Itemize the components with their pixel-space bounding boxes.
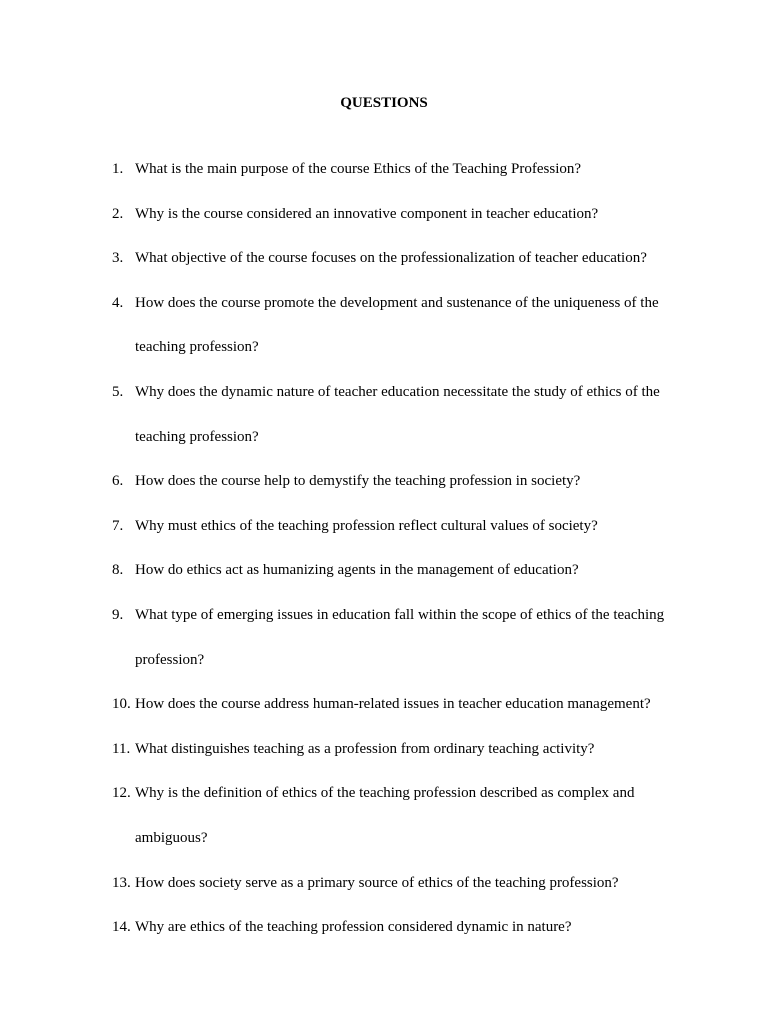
question-number: 2. <box>112 205 124 222</box>
question-number: 7. <box>112 517 124 534</box>
question-text: How does the course address human-related issues in teacher education management? <box>135 696 651 713</box>
question-text: What distinguishes teaching as a profession from ordinary teaching activity? <box>135 740 595 757</box>
question-text: How does the course promote the development and sustenance of the uniqueness of the teaching profession? <box>135 294 659 356</box>
list-item <box>112 281 672 370</box>
question-text: How do ethics act as humanizing agents in the management of education? <box>135 562 579 579</box>
list-item <box>112 727 672 772</box>
question-number: 11. <box>112 740 131 757</box>
list-item <box>112 236 672 281</box>
question-number: 8. <box>112 562 124 579</box>
question-number: 10. <box>112 696 131 713</box>
question-text: What is the main purpose of the course Ethics of the Teaching Profession? <box>135 161 582 177</box>
list-item <box>112 192 672 237</box>
list-item <box>112 370 672 459</box>
question-number: 12. <box>112 785 131 802</box>
question-list <box>112 147 672 950</box>
question-number: 9. <box>112 606 124 623</box>
question-text: What objective of the course focuses on the professionalization of teacher education? <box>135 250 647 267</box>
question-number: 3. <box>112 250 124 267</box>
question-number: 14. <box>112 919 131 936</box>
question-number: 13. <box>112 874 131 891</box>
list-item <box>112 459 672 504</box>
question-text: How does society serve as a primary source of ethics of the teaching profession? <box>135 874 619 891</box>
list-item <box>112 593 672 682</box>
list-item <box>112 861 672 906</box>
question-text: Why is the course considered an innovative component in teacher education? <box>135 205 599 222</box>
list-item <box>112 548 672 593</box>
question-text: How does the course help to demystify the teaching profession in society? <box>135 473 581 490</box>
question-number: 4. <box>112 294 124 311</box>
list-item <box>112 905 672 950</box>
question-text: Why does the dynamic nature of teacher education necessitate the study of ethics of the teaching profession? <box>135 383 660 445</box>
question-number: 1. <box>112 161 124 177</box>
question-number: 6. <box>112 473 124 490</box>
question-number: 5. <box>112 383 124 400</box>
list-item <box>112 147 672 192</box>
list-item <box>112 504 672 549</box>
page-title: QUESTIONS <box>340 95 428 111</box>
question-text: Why are ethics of the teaching profession considered dynamic in nature? <box>135 919 572 936</box>
question-text: Why is the definition of ethics of the teaching profession described as complex and ambiguous? <box>135 785 635 846</box>
list-item <box>112 682 672 727</box>
question-text: What type of emerging issues in education fall within the scope of ethics of the teaching profession? <box>135 606 665 668</box>
question-text: Why must ethics of the teaching profession reflect cultural values of society? <box>135 517 598 534</box>
list-item <box>112 771 672 860</box>
